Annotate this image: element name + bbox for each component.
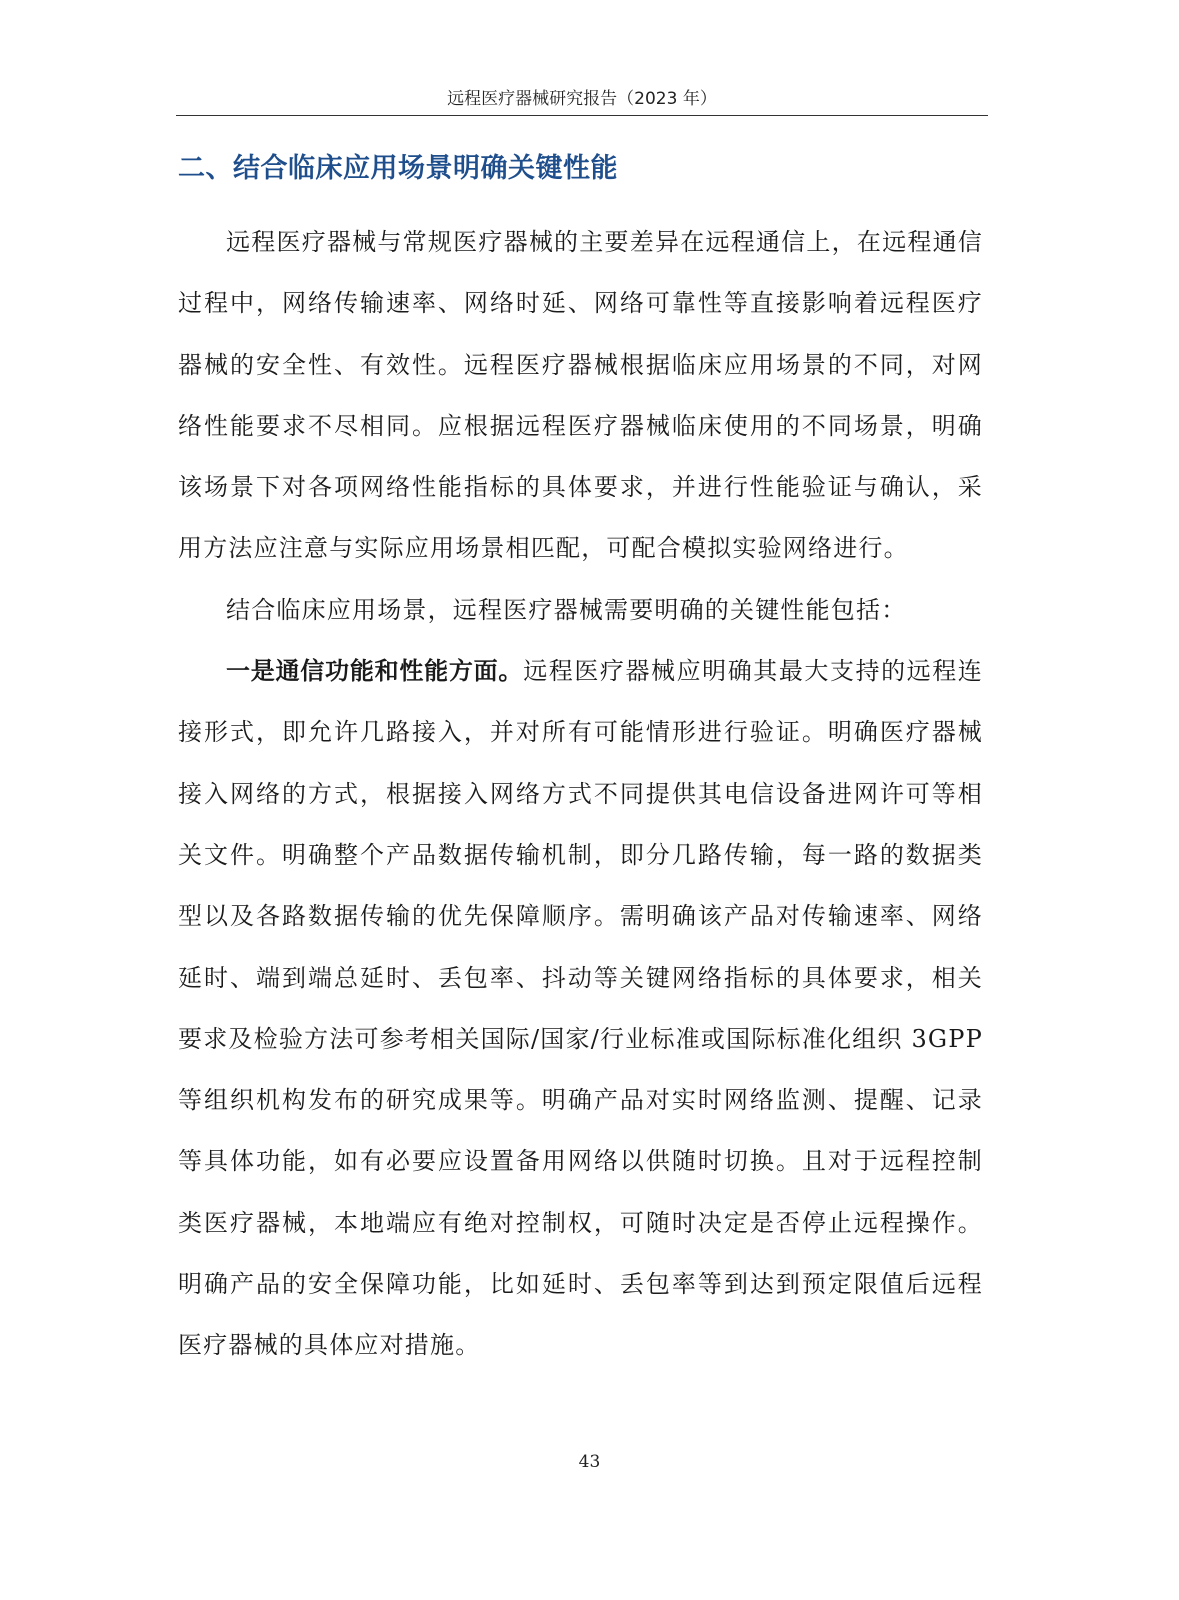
paragraph-network-differences: 远程医疗器械与常规医疗器械的主要差异在远程通信上，在远程通信过程中，网络传输速率、网络时延、网络可靠性等直接影响着远程医疗器械的安全性、有效性。远程医疗器械根据临床应用场景的不同，对网络性能要求不尽相同。应根据远程医疗器械临床使用的不同场景，明确该场景下对各项网络性能指标的具体要求，并进行性能验证与确认，采用方法应注意与实际应用场景相匹配，可配合模拟实验网络进行。	[178, 228, 983, 563]
section-heading: 二、结合临床应用场景明确关键性能	[178, 153, 618, 184]
paragraph-lead-heading: 一是通信功能和性能方面。	[226, 657, 524, 686]
header-divider	[176, 115, 988, 116]
running-header: 远程医疗器械研究报告（2023 年）	[447, 89, 717, 109]
paragraph-key-performance-intro: 结合临床应用场景，远程医疗器械需要明确的关键性能包括：	[226, 595, 907, 624]
page-number: 43	[578, 1452, 601, 1472]
paragraph-body: 远程医疗器械应明确其最大支持的远程连接形式，即允许几路接入，并对所有可能情形进行验证。明确医疗器械接入网络的方式，根据接入网络方式不同提供其电信设备进网许可等相关文件。明确整个产品数据传输机制，即分几路传输，每一路的数据类型以及各路数据传输的优先保障顺序。需明确该产品对传输速率、网络延时、端到端总延时、丢包率、抖动等关键网络指标的具体要求，相关要求及检验方法可参考相关国际/国家/行业标准或国际标准化组织 3GPP 等组织机构发布的研究成果等。明确产品对实时网络监测、提醒、记录等具体功能，如有必要应设置备用网络以供随时切换。且对于远程控制类医疗器械，本地端应有绝对控制权，可随时决定是否停止远程操作。明确产品的安全保障功能，比如延时、丢包率等到达到预定限值后远程医疗器械的具体应对措施。	[178, 657, 983, 1360]
paragraph-communication-performance	[178, 641, 983, 1377]
body-text	[178, 212, 983, 1377]
